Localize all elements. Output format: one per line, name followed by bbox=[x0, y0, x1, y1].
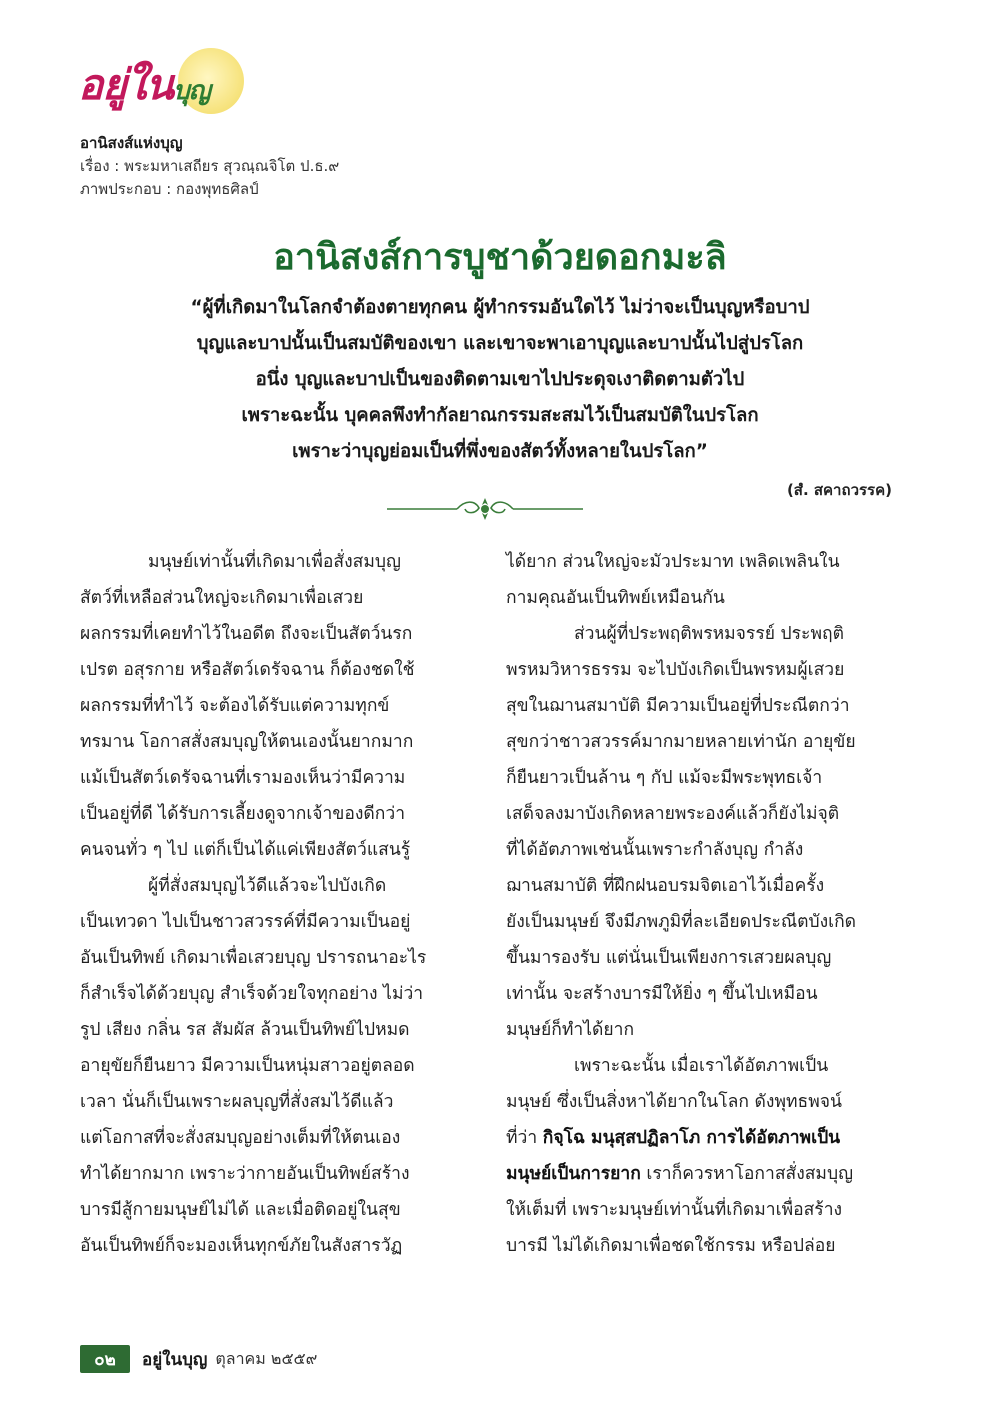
body-line: เปรต อสุรกาย หรือสัตว์เดรัจฉาน ก็ต้องชดใช้ bbox=[80, 660, 415, 680]
body-line: เวลา นั่นก็เป็นเพราะผลบุญที่สั่งสมไว้ดีแล้ว bbox=[80, 1092, 394, 1112]
magazine-logo bbox=[78, 44, 228, 114]
body-line: ก็ยืนยาวเป็นล้าน ๆ กัป แม้จะมีพระพุทธเจ้า bbox=[506, 768, 823, 788]
body-line: มนุษย์เท่านั้นที่เกิดมาเพื่อสั่งสมบุญ bbox=[148, 552, 401, 572]
quote-line: อนึ่ง บุญและบาปเป็นของติดตามเขาไปประดุจเงาติดตามตัวไป bbox=[255, 369, 745, 390]
body-line: รูป เสียง กลิ่น รส สัมผัส ล้วนเป็นทิพย์ไปหมด bbox=[80, 1020, 410, 1040]
body-text: เราก็ควรหาโอกาสสั่งสมบุญ bbox=[640, 1164, 853, 1184]
page-footer bbox=[80, 1344, 317, 1374]
pali-quote: มนุษย์เป็นการยาก bbox=[506, 1164, 641, 1184]
body-line: ยังเป็นมนุษย์ จึงมีภพภูมิที่ละเอียดประณีตบังเกิด bbox=[506, 912, 857, 932]
body-line: ที่ได้อัตภาพเช่นนั้นเพราะกำลังบุญ กำลัง bbox=[506, 840, 804, 860]
body-line: บารมี ไม่ได้เกิดมาเพื่อชดใช้กรรม หรือปล่อย bbox=[506, 1236, 836, 1256]
quote-line: “ผู้ที่เกิดมาในโลกจำต้องตายทุกคน ผู้ทำกรรมอันใดไว้ ไม่ว่าจะเป็นบุญหรือบาป bbox=[190, 297, 810, 318]
footer-issue: ตุลาคม ๒๕๕๙ bbox=[215, 1348, 318, 1368]
quote-line: บุญและบาปนั้นเป็นสมบัติของเขา และเขาจะพาเอาบุญและบาปนั้นไปสู่ปรโลก bbox=[196, 333, 804, 354]
body-line: เสด็จลงมาบังเกิดหลายพระองค์แล้วก็ยังไม่จุติ bbox=[506, 804, 840, 824]
body-line: คนจนทั่ว ๆ ไป แต่ก็เป็นได้แค่เพียงสัตว์แสนรู้ bbox=[80, 840, 411, 860]
body-column-left bbox=[80, 544, 468, 1264]
body-text: ที่ว่า bbox=[506, 1128, 543, 1148]
body-line: สุขในฌานสมาบัติ มีความเป็นอยู่ที่ประณีตกว่า bbox=[506, 696, 850, 716]
body-column-right bbox=[506, 544, 896, 1264]
body-line: เท่านั้น จะสร้างบารมีให้ยิ่ง ๆ ขึ้นไปเหมือน bbox=[506, 984, 818, 1004]
body-line: เป็นเทวดา ไปเป็นชาวสวรรค์ที่มีความเป็นอยู่ bbox=[80, 912, 411, 932]
pali-quote: กิจฺโฉ มนุสฺสปฏิลาโภ การได้อัตภาพเป็น bbox=[542, 1128, 841, 1148]
body-line: ทำได้ยากมาก เพราะว่ากายอันเป็นทิพย์สร้าง bbox=[80, 1164, 410, 1184]
logo-text bbox=[78, 52, 210, 118]
body-line: แต่โอกาสที่จะสั่งสมบุญอย่างเต็มที่ให้ตนเอง bbox=[80, 1128, 401, 1148]
body-line: ขึ้นมารองรับ แต่นั่นเป็นเพียงการเสวยผลบุญ bbox=[506, 948, 832, 968]
body-line: มนุษย์ก็ทำได้ยาก bbox=[506, 1020, 635, 1040]
body-line: สัตว์ที่เหลือส่วนใหญ่จะเกิดมาเพื่อเสวย bbox=[80, 588, 364, 608]
body-line: ฌานสมาบัติ ที่ฝึกฝนอบรมจิตเอาไว้เมื่อครั้ง bbox=[506, 876, 825, 896]
body-line: กามคุณอันเป็นทิพย์เหมือนกัน bbox=[506, 588, 725, 608]
body-line bbox=[506, 1120, 896, 1156]
body-line: ผลกรรมที่เคยทำไว้ในอดีต ถึงจะเป็นสัตว์นรก bbox=[80, 624, 413, 644]
body-line: ให้เต็มที่ เพราะมนุษย์เท่านั้นที่เกิดมาเพื่อสร้าง bbox=[506, 1200, 843, 1220]
body-line: สุขกว่าชาวสวรรค์มากมายหลายเท่านัก อายุขัย bbox=[506, 732, 856, 752]
quote-line: เพราะฉะนั้น บุคคลพึงทำกัลยาณกรรมสะสมไว้เป็นสมบัติในปรโลก bbox=[241, 405, 759, 426]
body-line bbox=[506, 1156, 896, 1192]
series-title: อานิสงส์แห่งบุญ bbox=[80, 134, 183, 152]
quote-line: เพราะว่าบุญย่อมเป็นที่พึ่งของสัตว์ทั้งหลายในปรโลก” bbox=[292, 441, 708, 462]
body-line: อันเป็นทิพย์ก็จะมองเห็นทุกข์ภัยในสังสารวัฏ bbox=[80, 1236, 403, 1256]
opening-quote bbox=[90, 290, 910, 470]
body-line: แม้เป็นสัตว์เดรัจฉานที่เรามองเห็นว่ามีความ bbox=[80, 768, 406, 788]
body-line: อายุขัยก็ยืนยาว มีความเป็นหนุ่มสาวอยู่ตลอด bbox=[80, 1056, 415, 1076]
quote-source: (สํ. สคาถวรรค) bbox=[786, 481, 892, 499]
illustration-credit: ภาพประกอบ : กองพุทธศิลป์ bbox=[80, 180, 259, 198]
body-line: บารมีสู้กายมนุษย์ไม่ได้ และเมื่อติดอยู่ในสุข bbox=[80, 1200, 401, 1220]
logo-text-accent: บุญ bbox=[173, 76, 210, 106]
body-line: ก็สำเร็จได้ด้วยบุญ สำเร็จด้วยใจทุกอย่าง ไม่ว่า bbox=[80, 984, 424, 1004]
body-line: ได้ยาก ส่วนใหญ่จะมัวประมาท เพลิดเพลินใน bbox=[506, 552, 840, 572]
logo-text-main: อยู่ใน bbox=[78, 60, 174, 109]
ornament-divider bbox=[385, 494, 585, 524]
body-line: อันเป็นทิพย์ เกิดมาเพื่อเสวยบุญ ปรารถนาอะไร bbox=[80, 948, 427, 968]
body-line: มนุษย์ ซึ่งเป็นสิ่งหาได้ยากในโลก ดังพุทธพจน์ bbox=[506, 1092, 842, 1112]
body-line: พรหมวิหารธรรม จะไปบังเกิดเป็นพรหมผู้เสวย bbox=[506, 660, 845, 680]
page-number: ๐๒ bbox=[80, 1345, 130, 1373]
footer-magazine-name: อยู่ในบุญ bbox=[142, 1349, 208, 1370]
body-line: ผลกรรมที่ทำไว้ จะต้องได้รับแต่ความทุกข์ bbox=[80, 696, 390, 716]
body-line: เพราะฉะนั้น เมื่อเราได้อัตภาพเป็น bbox=[574, 1056, 829, 1076]
article-meta bbox=[80, 132, 339, 201]
article-title: อานิสงส์การบูชาด้วยดอกมะลิ bbox=[273, 237, 727, 278]
author-line: เรื่อง : พระมหาเสถียร สุวณฺณจิโต ป.ธ.๙ bbox=[80, 157, 340, 175]
body-line: ส่วนผู้ที่ประพฤติพรหมจรรย์ ประพฤติ bbox=[574, 624, 844, 644]
body-line: ผู้ที่สั่งสมบุญไว้ดีแล้วจะไปบังเกิด bbox=[148, 876, 387, 896]
body-line: เป็นอยู่ที่ดี ได้รับการเลี้ยงดูจากเจ้าของดีกว่า bbox=[80, 804, 406, 824]
body-line: ทรมาน โอกาสสั่งสมบุญให้ตนเองนั้นยากมาก bbox=[80, 732, 414, 752]
